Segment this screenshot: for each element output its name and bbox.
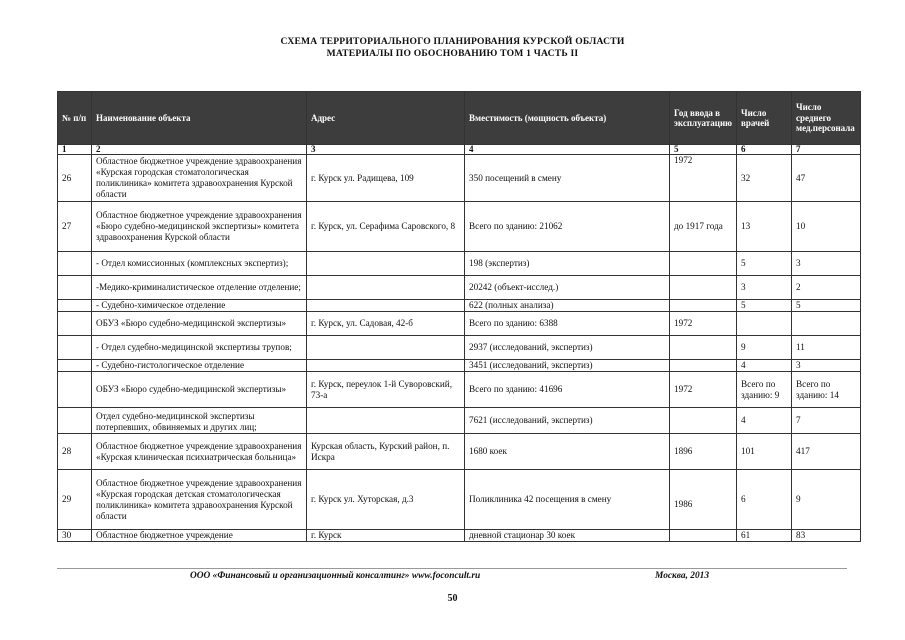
facility-nurses: Всего по зданию: 14 — [792, 372, 861, 408]
page-number: 50 — [447, 593, 458, 604]
facility-year — [670, 530, 737, 542]
facility-doctors: 5 — [737, 300, 792, 312]
document-header — [0, 36, 905, 60]
row-number: 29 — [58, 470, 92, 530]
column-number: 6 — [737, 145, 792, 155]
column-header-capacity: Вместимость (мощность объекта) — [465, 92, 670, 145]
facility-year — [670, 360, 737, 372]
column-number: 5 — [670, 145, 737, 155]
facility-address — [307, 408, 465, 434]
facility-nurses: 9 — [792, 470, 861, 530]
facility-nurses: 5 — [792, 300, 861, 312]
facility-nurses: 417 — [792, 434, 861, 470]
table-header-row — [58, 92, 861, 145]
facility-address: Курская область, Курский район, п. Искра — [307, 434, 465, 470]
facility-doctors: 4 — [737, 360, 792, 372]
facility-nurses — [792, 312, 861, 336]
column-header-year: Год ввода в эксплуатацию — [670, 92, 737, 145]
facility-name: Областное бюджетное учреждение — [92, 530, 307, 542]
facility-year — [670, 252, 737, 276]
row-number — [58, 300, 92, 312]
facility-year: 1972 — [670, 155, 737, 202]
facility-nurses: 11 — [792, 336, 861, 360]
table-row — [58, 470, 861, 530]
table-row — [58, 312, 861, 336]
facility-name: - Отдел судебно-медицинской экспертизы трупов; — [92, 336, 307, 360]
facility-doctors: 4 — [737, 408, 792, 434]
footer-city-year: Москва, 2013 — [655, 571, 710, 581]
facility-doctors: 61 — [737, 530, 792, 542]
facility-year: до 1917 года — [670, 202, 737, 252]
row-number — [58, 372, 92, 408]
facility-nurses: 2 — [792, 276, 861, 300]
column-number: 2 — [92, 145, 307, 155]
table-row — [58, 530, 861, 542]
column-header-address: Адрес — [307, 92, 465, 145]
facility-address: г. Курск ул. Радищева, 109 — [307, 155, 465, 202]
table-row — [58, 434, 861, 470]
row-number — [58, 408, 92, 434]
facility-capacity: 3451 (исследований, экспертиз) — [465, 360, 670, 372]
facility-doctors: 9 — [737, 336, 792, 360]
facility-doctors — [737, 312, 792, 336]
facility-nurses: 3 — [792, 360, 861, 372]
facility-year — [670, 300, 737, 312]
facility-name: - Отдел комиссионных (комплексных экспертиз); — [92, 252, 307, 276]
facility-year: 1896 — [670, 434, 737, 470]
table-row — [58, 336, 861, 360]
facility-address — [307, 360, 465, 372]
facility-name: - Судебно-гистологическое отделение — [92, 360, 307, 372]
facility-address: г. Курск, ул. Садовая, 42-б — [307, 312, 465, 336]
facility-capacity: 7621 (исследований, экспертиз) — [465, 408, 670, 434]
column-header-name: Наименование объекта — [92, 92, 307, 145]
footer-company: ООО «Финансовый и организационный консалтинг» www.foconcult.ru — [190, 571, 481, 581]
facility-address: г. Курск, переулок 1-й Суворовский, 73-а — [307, 372, 465, 408]
facility-address: г. Курск ул. Хуторская, д.3 — [307, 470, 465, 530]
column-number-row — [58, 145, 861, 155]
facility-name: - Судебно-химическое отделение — [92, 300, 307, 312]
column-number: 7 — [792, 145, 861, 155]
facility-nurses: 7 — [792, 408, 861, 434]
table-row — [58, 252, 861, 276]
facility-name: Областное бюджетное учреждение здравоохранения «Курская городская стоматологическая поликлиника» комитета здравоохранения Курской области — [92, 155, 307, 202]
column-header-nurses: Число среднего мед.персонала — [792, 92, 861, 145]
facility-capacity: 350 посещений в смену — [465, 155, 670, 202]
column-number: 4 — [465, 145, 670, 155]
facility-year — [670, 276, 737, 300]
facility-capacity: дневной стационар 30 коек — [465, 530, 670, 542]
column-number: 1 — [58, 145, 92, 155]
header-subtitle: МАТЕРИАЛЫ ПО ОБОСНОВАНИЮ ТОМ 1 ЧАСТЬ II — [326, 48, 579, 59]
table-row — [58, 155, 861, 202]
facility-nurses: 47 — [792, 155, 861, 202]
row-number: 30 — [58, 530, 92, 542]
facility-address: г. Курск — [307, 530, 465, 542]
row-number — [58, 360, 92, 372]
facility-name: Областное бюджетное учреждение здравоохранения «Курская городская детская стоматологическая поликлиника» комитета здравоохранения Курской области — [92, 470, 307, 530]
facility-year: 1986 — [670, 470, 737, 530]
facility-nurses: 3 — [792, 252, 861, 276]
facility-doctors: 5 — [737, 252, 792, 276]
facility-address — [307, 276, 465, 300]
facility-year: 1972 — [670, 372, 737, 408]
table-row — [58, 202, 861, 252]
footer-divider — [57, 568, 847, 569]
facility-doctors: 32 — [737, 155, 792, 202]
row-number: 27 — [58, 202, 92, 252]
facility-capacity: 198 (экспертиз) — [465, 252, 670, 276]
facility-capacity: Всего по зданию: 6388 — [465, 312, 670, 336]
facility-name: Отдел судебно-медицинской экспертизы потерпевших, обвиняемых и других лиц; — [92, 408, 307, 434]
facility-name: ОБУЗ «Бюро судебно-медицинской экспертизы» — [92, 372, 307, 408]
table-row — [58, 300, 861, 312]
facility-doctors: 6 — [737, 470, 792, 530]
facility-doctors: 3 — [737, 276, 792, 300]
facility-capacity: Поликлиника 42 посещения в смену — [465, 470, 670, 530]
table-row — [58, 408, 861, 434]
facilities-table — [57, 91, 861, 542]
facility-nurses: 10 — [792, 202, 861, 252]
row-number — [58, 276, 92, 300]
column-number: 3 — [307, 145, 465, 155]
table-row — [58, 372, 861, 408]
facility-year — [670, 336, 737, 360]
facility-capacity: Всего по зданию: 41696 — [465, 372, 670, 408]
facility-capacity: 622 (полных анализа) — [465, 300, 670, 312]
facility-name: Областное бюджетное учреждение здравоохранения «Курская клиническая психиатрическая больница» — [92, 434, 307, 470]
row-number — [58, 252, 92, 276]
facility-name: Областное бюджетное учреждение здравоохранения «Бюро судебно-медицинской экспертизы» комитета здравоохранения Курской области — [92, 202, 307, 252]
facility-address — [307, 252, 465, 276]
row-number: 26 — [58, 155, 92, 202]
table-row — [58, 360, 861, 372]
facility-year — [670, 408, 737, 434]
row-number — [58, 312, 92, 336]
column-header-doctors: Число врачей — [737, 92, 792, 145]
facility-capacity: 1680 коек — [465, 434, 670, 470]
facility-capacity: 20242 (объект-исслед.) — [465, 276, 670, 300]
facility-nurses: 83 — [792, 530, 861, 542]
facility-name: -Медико-криминалистическое отделение отделение; — [92, 276, 307, 300]
facility-address — [307, 336, 465, 360]
facility-doctors: 13 — [737, 202, 792, 252]
row-number: 28 — [58, 434, 92, 470]
facility-capacity: Всего по зданию: 21062 — [465, 202, 670, 252]
facility-capacity: 2937 (исследований, экспертиз) — [465, 336, 670, 360]
column-header-number: № п/п — [58, 92, 92, 145]
facility-doctors: Всего по зданию: 9 — [737, 372, 792, 408]
header-title: СХЕМА ТЕРРИТОРИАЛЬНОГО ПЛАНИРОВАНИЯ КУРСКОЙ ОБЛАСТИ — [280, 36, 625, 47]
table-row — [58, 276, 861, 300]
facility-address — [307, 300, 465, 312]
row-number — [58, 336, 92, 360]
facility-address: г. Курск, ул. Серафима Саровского, 8 — [307, 202, 465, 252]
facility-doctors: 101 — [737, 434, 792, 470]
facility-name: ОБУЗ «Бюро судебно-медицинской экспертизы» — [92, 312, 307, 336]
facility-year: 1972 — [670, 312, 737, 336]
